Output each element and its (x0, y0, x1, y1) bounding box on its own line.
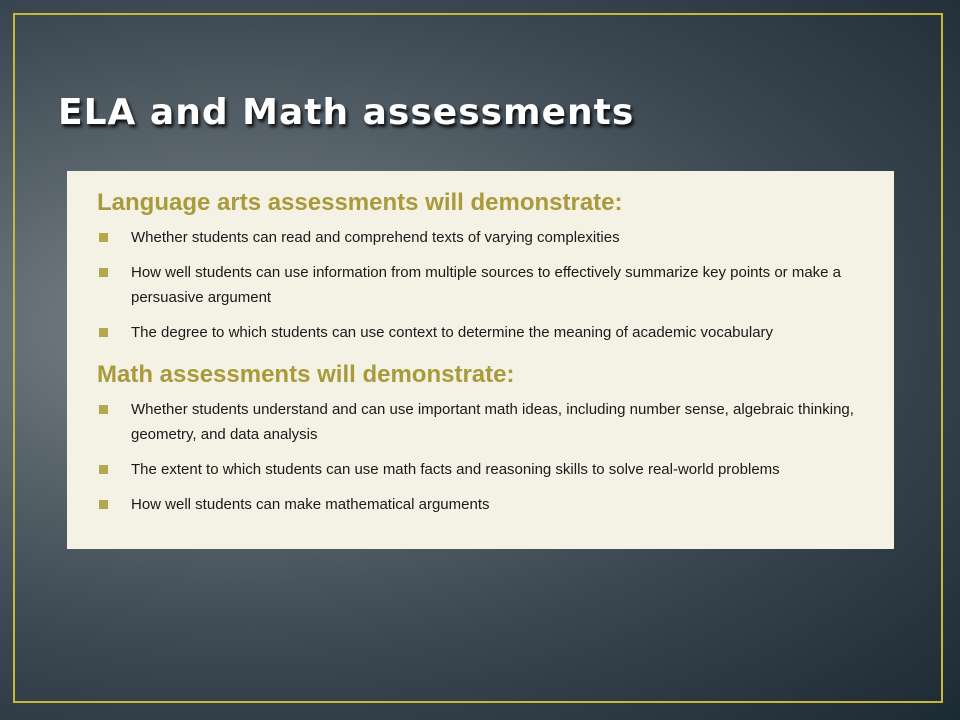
content-panel (67, 171, 894, 549)
math-heading: Math assessments will demonstrate: (97, 361, 515, 388)
list-item (97, 320, 872, 345)
square-bullet-icon (99, 405, 108, 414)
list-item-text: Whether students can read and comprehend texts of varying complexities (131, 229, 620, 246)
list-item (97, 260, 872, 310)
list-item (97, 457, 872, 482)
language-arts-list (97, 225, 872, 345)
list-item-text: Whether students understand and can use important math ideas, including number sense, algebraic thinking, geometry, and data analysis (131, 401, 854, 443)
list-item (97, 397, 872, 447)
square-bullet-icon (99, 500, 108, 509)
square-bullet-icon (99, 268, 108, 277)
list-item-text: The extent to which students can use math facts and reasoning skills to solve real-world problems (131, 461, 780, 478)
slide-title: ELA and Math assessments (58, 92, 635, 133)
square-bullet-icon (99, 328, 108, 337)
list-item-text: The degree to which students can use context to determine the meaning of academic vocabulary (131, 324, 774, 341)
language-arts-heading: Language arts assessments will demonstrate: (97, 189, 623, 216)
square-bullet-icon (99, 465, 108, 474)
list-item (97, 225, 872, 250)
list-item-text: How well students can make mathematical arguments (131, 496, 490, 513)
list-item (97, 492, 872, 517)
square-bullet-icon (99, 233, 108, 242)
math-list (97, 397, 872, 517)
list-item-text: How well students can use information from multiple sources to effectively summarize key points or make a persuasive argument (131, 264, 842, 306)
